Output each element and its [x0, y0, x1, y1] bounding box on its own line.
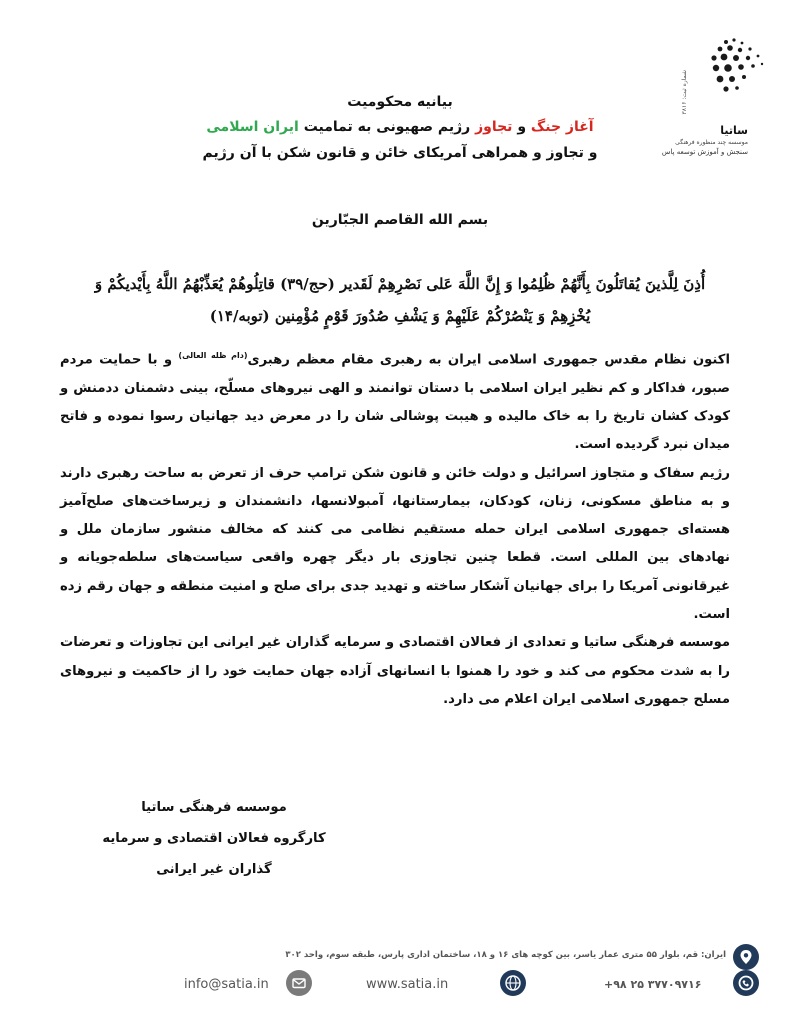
footer-website[interactable]: www.satia.in — [366, 977, 449, 992]
logo-title: ساتیا — [720, 124, 748, 137]
paragraph-1-start: اکنون نظام مقدس جمهوری اسلامی ایران به رهبری مقام معظم رهبری — [247, 352, 730, 368]
signature-line-1: موسسه فرهنگی ساتیا — [141, 800, 287, 815]
location-icon — [733, 944, 759, 970]
logo-tagline: سنجش و آموزش توسعه پاس — [661, 148, 748, 156]
footer-email[interactable]: info@satia.in — [184, 977, 269, 992]
headline-and: و — [517, 119, 527, 135]
footer-phone[interactable]: +۹۸ ۲۵ ۳۷۷۰۹۷۱۶ — [604, 978, 702, 991]
headline-aggression: تجاوز — [475, 119, 513, 135]
logo-registration: شماره ثبت: ۳۸۱۶ — [681, 70, 688, 115]
statement-body — [60, 342, 730, 714]
globe-icon — [500, 970, 526, 996]
signature-line-2: کارگروه فعالان اقتصادی و سرمایه — [102, 831, 326, 846]
verse-line-1: أُذِنَ لِلَّذینَ یُقاتَلُونَ بِأَنَّهُمْ ظُلِمُوا وَ إِنَّ اللَّهَ عَلی نَصْرِهِمْ لَقَدیر (حج/۳۹) قاتِلُوهُمْ یُعَذِّبْهُمُ اللَّهُ بِأَیْدیکُمْ وَ — [94, 275, 706, 293]
bismillah: بسم الله القاصم الجبّارین — [311, 212, 489, 228]
headline-regime: رژیم صهیونی به تمامیت — [303, 119, 471, 135]
statement-header — [130, 90, 670, 166]
signature-block — [84, 792, 344, 885]
phone-icon — [733, 970, 759, 996]
mail-icon — [286, 970, 312, 996]
quran-verse — [60, 268, 740, 332]
paragraph-3: موسسه فرهنگی ساتیا و تعدادی از فعالان اقتصادی و سرمایه گذاران غیر ایرانی این تجاوزات و تعرضات را به شدت محکوم می کند و خود را همنوا با انسانهای آزاده جهان حمایت خود را از حاکمیت و نیروهای مسلح جمهوری اسلامی ایران اعلام می دارد. — [60, 635, 730, 707]
honorific: (دام ظله العالی) — [178, 351, 248, 360]
signature-line-3: گذاران غیر ایرانی — [156, 862, 272, 877]
logo-subtitle: موسسه چند منظوره فرهنگی — [675, 139, 748, 146]
paragraph-2: رژیم سفاک و متجاوز اسرائیل و دولت خائن و قانون شکن ترامپ حرف از تعرض به ساحت رهبری دارند و به مناطق مسکونی، زنان، کودکان، بیمارستانها، آمبولانسها، دانشمندان و زیرساخت‌های صلح‌آمیز هسته‌ای جمهوری اسلامی ایران حمله مستقیم نظامی می کنند که مخالف منشور سازمان ملل و نهادهای بین المللی است. قطعا چنین تجاوزی بار دیگر چهره واقعی سیاست‌های سلطه‌جویانه و غیرقانونی آمریکا را برای جهانیان آشکار ساخته و تهدید جدی برای صلح و امنیت منطقه و جهان رقم زده است. — [60, 465, 730, 623]
statement-subtitle-2: و تجاوز و همراهی آمریکای خائن و قانون شکن با آن رژیم — [202, 145, 598, 161]
headline-iran: ایران اسلامی — [206, 119, 299, 135]
paragraph-1-end: و با حمایت مردم صبور، فداکار و کم نظیر ایران اسلامی با دستان توانمند و الهی نیروهای مسلّح، بینی دشمنان ددمنش و کودک کشان تاریخ را به خاک مالیده و هیبت پوشالی شان را در معرض دید جهانیان رسوا نموده و فاتح میدان نبرد گردیده است. — [60, 352, 730, 453]
paragraph-1 — [60, 342, 730, 460]
footer-address: ایران: قم، بلوار ۵۵ متری عمار یاسر، بین کوچه های ۱۶ و ۱۸، ساختمان اداری پارس، طبقه سوم، واحد ۳۰۲ — [285, 950, 726, 960]
statement-subtitle — [130, 114, 670, 140]
statement-title: بیانیه محکومیت — [347, 94, 453, 110]
verse-line-2: یُخْزِهِمْ وَ یَنْصُرْکُمْ عَلَیْهِمْ وَ یَشْفِ صُدُورَ قَوْمٍ مُؤْمِنین (توبه/۱۴) — [209, 307, 591, 325]
headline-war-start: آغاز جنگ — [530, 119, 594, 135]
satia-logo — [661, 34, 766, 156]
dots-flower-logo-icon — [696, 34, 766, 98]
